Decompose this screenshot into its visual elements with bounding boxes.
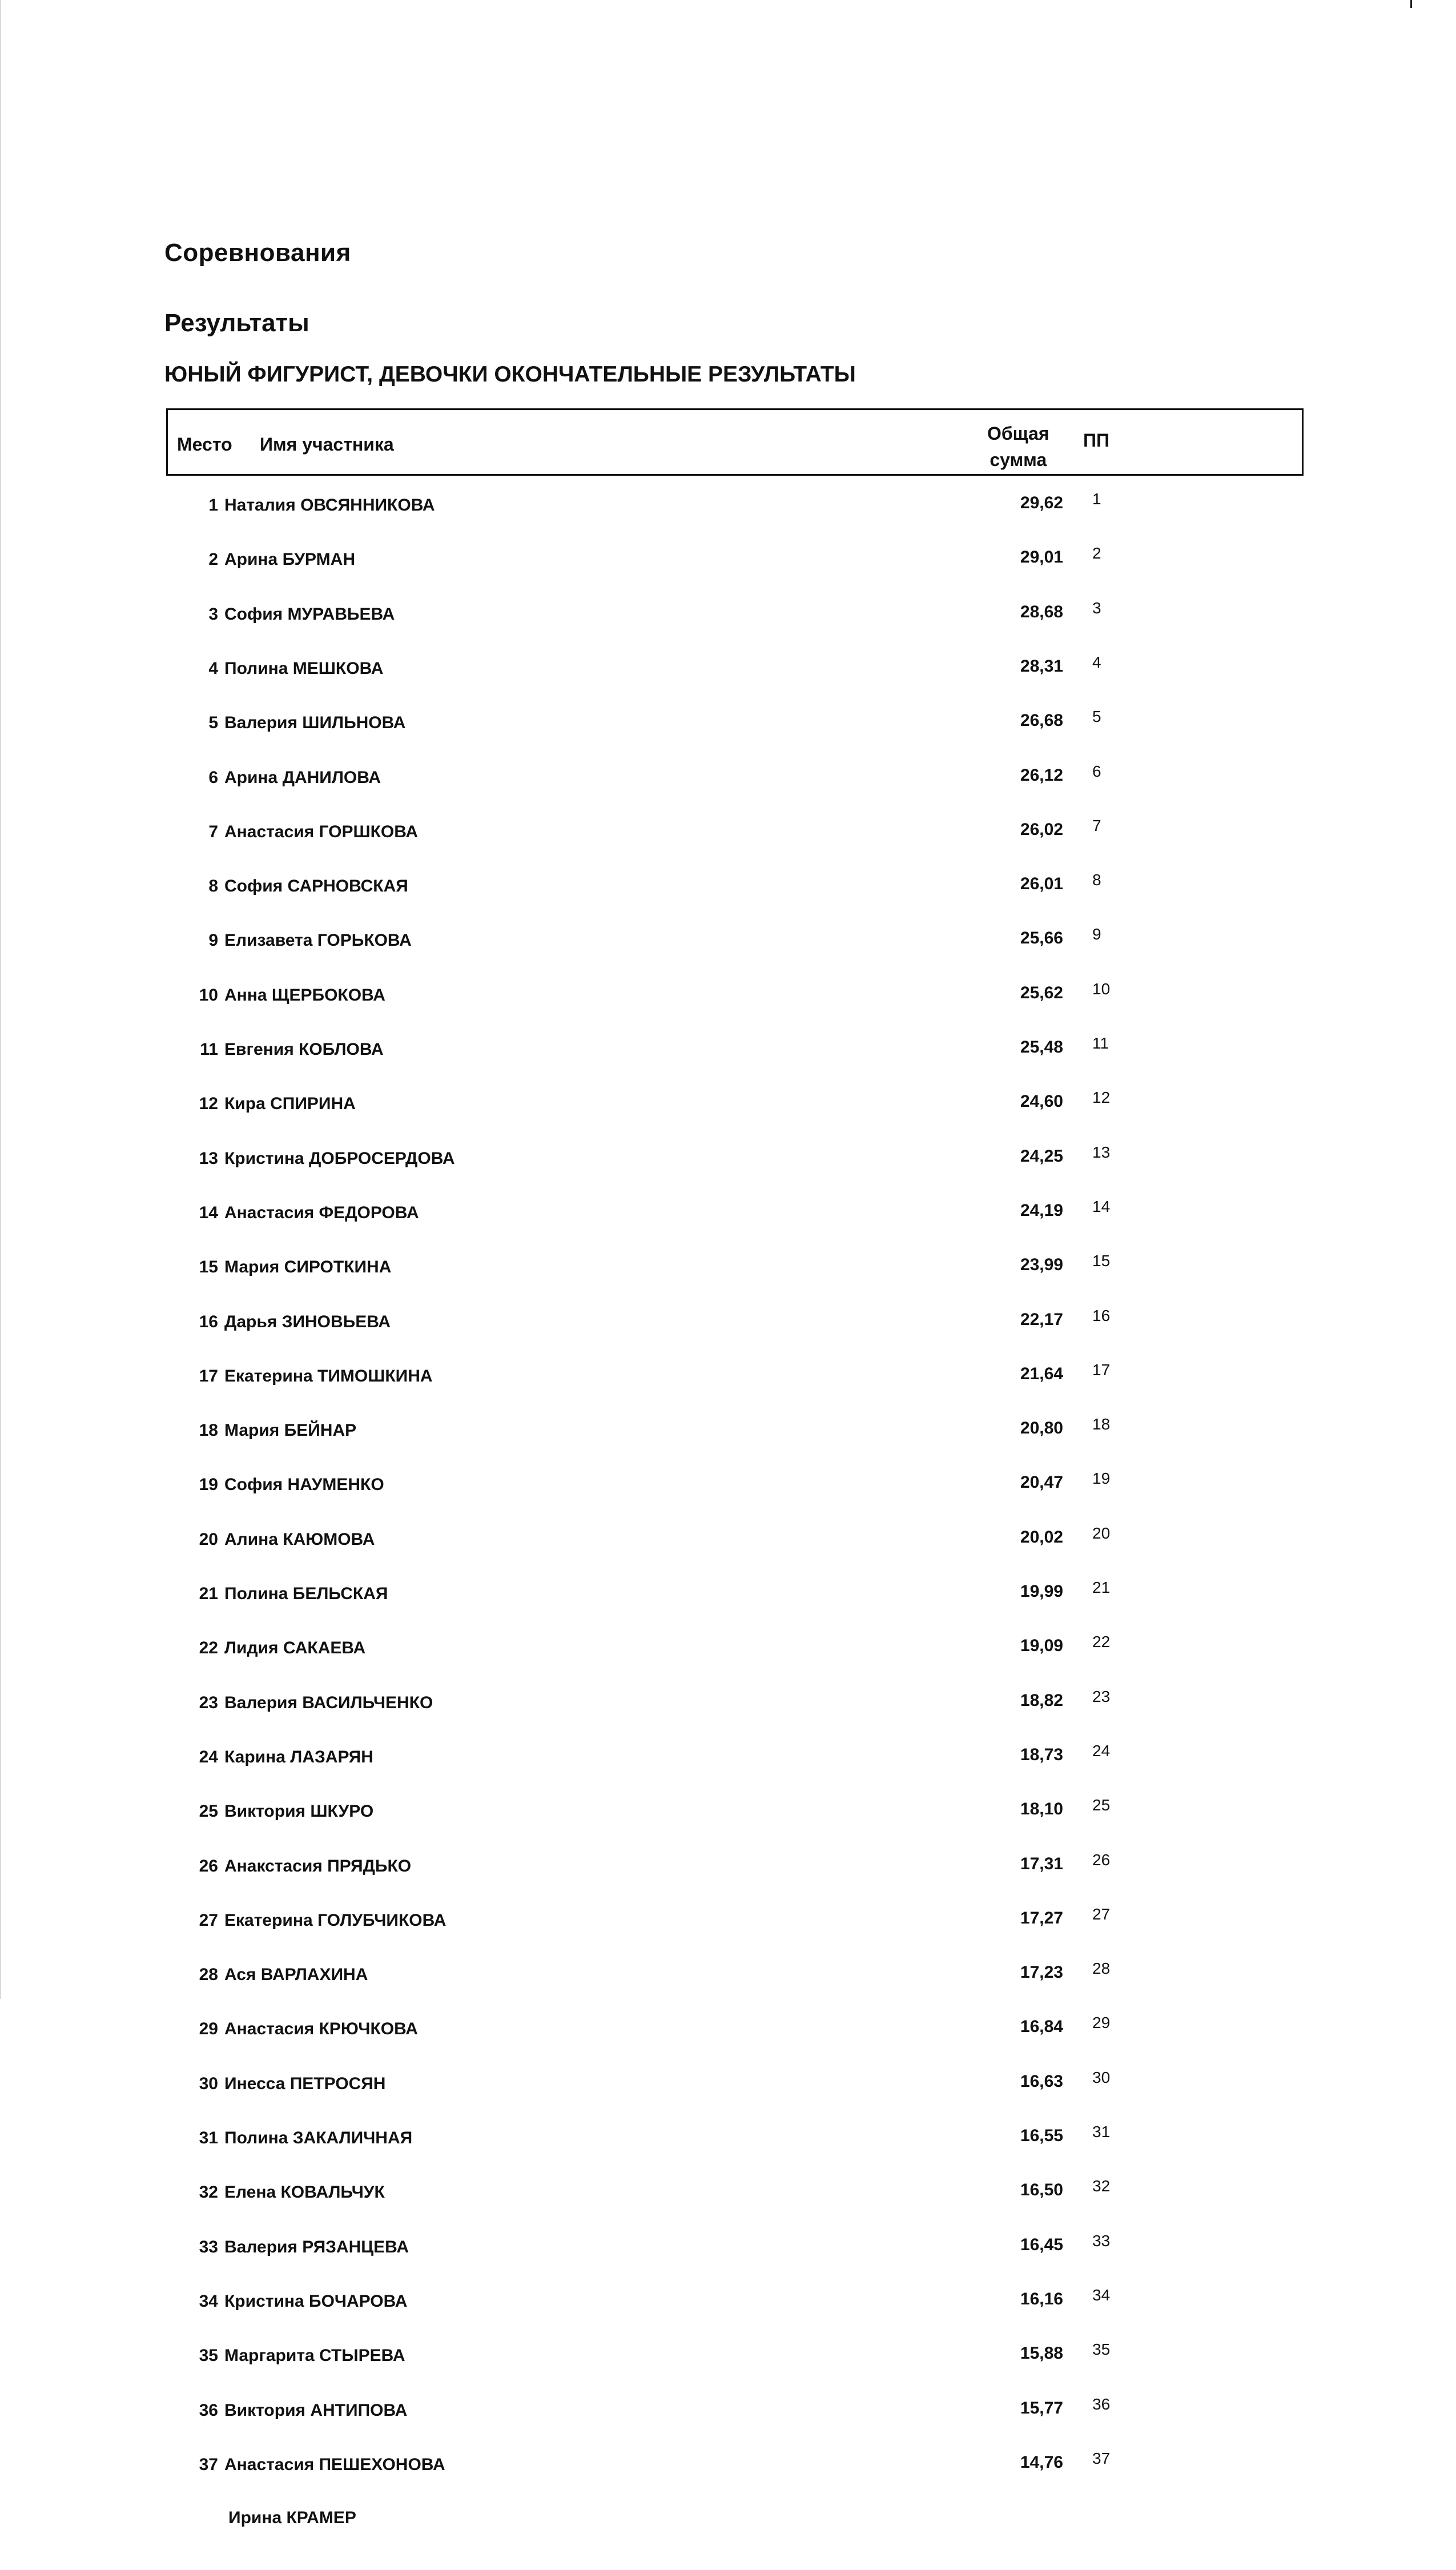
header-place: Место <box>177 434 232 455</box>
table-row <box>0 2232 1456 2272</box>
total-score: 24,19 <box>1020 1201 1063 1220</box>
place-number: 21 <box>199 1584 218 1603</box>
total-score: 29,62 <box>1020 493 1063 512</box>
pp-value: 9 <box>1092 925 1101 943</box>
total-score: 18,82 <box>1020 1691 1063 1710</box>
pp-value: 18 <box>1092 1415 1111 1433</box>
total-score: 26,02 <box>1020 820 1063 839</box>
participant-name: Лидия САКАЕВА <box>224 1639 366 1657</box>
place-number: 8 <box>208 877 218 896</box>
participant-name: Екатерина ГОЛУБЧИКОВА <box>224 1911 447 1930</box>
participant-name: Полина БЕЛЬСКАЯ <box>224 1584 388 1603</box>
participant-name: София МУРАВЬЕВА <box>224 605 395 624</box>
place-number: 26 <box>199 1857 218 1876</box>
total-score: 15,88 <box>1020 2344 1063 2363</box>
total-score: 24,25 <box>1020 1147 1063 1166</box>
place-number: 32 <box>199 2183 218 2202</box>
place-number: 24 <box>199 1748 218 1766</box>
place-number: 13 <box>199 1149 218 1168</box>
place-number: 31 <box>199 2129 218 2147</box>
total-score: 20,47 <box>1020 1473 1063 1492</box>
header-pp: ПП <box>1083 430 1109 451</box>
participant-name: Кира СПИРИНА <box>224 1094 356 1113</box>
place-number: 12 <box>199 1094 218 1113</box>
place-number: 10 <box>199 986 218 1005</box>
total-score: 15,77 <box>1020 2399 1063 2418</box>
pp-value: 6 <box>1092 762 1101 780</box>
participant-name: Мария БЕЙНАР <box>224 1421 357 1440</box>
header-total-line1: Общая <box>987 423 1049 444</box>
pp-value: 15 <box>1092 1252 1111 1270</box>
pp-value: 21 <box>1092 1579 1111 1596</box>
total-score: 19,99 <box>1020 1582 1063 1601</box>
unplaced-participant: Ирина КРАМЕР <box>228 2508 356 2527</box>
total-score: 17,27 <box>1020 1909 1063 1928</box>
table-row <box>0 1415 1456 1455</box>
total-score: 22,17 <box>1020 1310 1063 1329</box>
place-number: 28 <box>199 1965 218 1984</box>
total-score: 24,60 <box>1020 1092 1063 1111</box>
total-score: 25,66 <box>1020 929 1063 947</box>
table-row <box>0 871 1456 911</box>
participant-name: Мария СИРОТКИНА <box>224 1258 392 1276</box>
place-number: 29 <box>199 2019 218 2038</box>
pp-value: 20 <box>1092 1524 1111 1542</box>
table-row <box>0 2123 1456 2163</box>
pp-value: 30 <box>1092 2069 1111 2086</box>
place-number: 4 <box>208 659 218 678</box>
participant-name: Алина КАЮМОВА <box>224 1530 375 1549</box>
place-number: 18 <box>199 1421 218 1440</box>
participant-name: Наталия ОВСЯННИКОВА <box>224 496 435 515</box>
participant-name: София САРНОВСКАЯ <box>224 877 408 896</box>
pp-value: 32 <box>1092 2177 1111 2195</box>
place-number: 1 <box>208 496 218 515</box>
total-score: 23,99 <box>1020 1255 1063 1274</box>
participant-name: Полина ЗАКАЛИЧНАЯ <box>224 2129 413 2147</box>
pp-value: 13 <box>1092 1143 1111 1161</box>
total-score: 29,01 <box>1020 548 1063 567</box>
table-row <box>0 762 1456 802</box>
total-score: 18,73 <box>1020 1745 1063 1764</box>
table-row <box>0 1959 1456 1999</box>
table-row <box>0 1089 1456 1129</box>
table-row <box>0 980 1456 1020</box>
pp-value: 1 <box>1092 490 1101 508</box>
participant-name: Анастасия ПЕШЕХОНОВА <box>224 2455 445 2474</box>
participant-name: Анакстасия ПРЯДЬКО <box>224 1857 412 1876</box>
total-score: 28,68 <box>1020 603 1063 621</box>
total-score: 16,16 <box>1020 2290 1063 2308</box>
event-title: ЮНЫЙ ФИГУРИСТ, ДЕВОЧКИ ОКОНЧАТЕЛЬНЫЕ РЕЗУЛЬТАТЫ <box>164 362 856 387</box>
table-row <box>0 817 1456 857</box>
participant-name: Анастасия КРЮЧКОВА <box>224 2019 418 2038</box>
total-score: 18,10 <box>1020 1800 1063 1818</box>
pp-value: 2 <box>1092 544 1101 562</box>
total-score: 28,31 <box>1020 657 1063 676</box>
table-row <box>0 1469 1456 1509</box>
total-score: 17,31 <box>1020 1854 1063 1873</box>
table-row <box>0 2449 1456 2489</box>
pp-value: 4 <box>1092 653 1101 671</box>
table-row <box>0 2069 1456 2109</box>
total-score: 20,02 <box>1020 1528 1063 1547</box>
participant-name: Виктория ШКУРО <box>224 1802 374 1821</box>
table-row <box>0 1143 1456 1183</box>
pp-value: 34 <box>1092 2286 1111 2304</box>
participant-name: София НАУМЕНКО <box>224 1475 384 1494</box>
pp-value: 10 <box>1092 980 1111 998</box>
pp-value: 17 <box>1092 1361 1111 1379</box>
table-row <box>0 1905 1456 1945</box>
pp-value: 8 <box>1092 871 1101 889</box>
pp-value: 35 <box>1092 2340 1111 2358</box>
participant-name: Евгения КОБЛОВА <box>224 1040 384 1059</box>
place-number: 23 <box>199 1693 218 1712</box>
place-number: 9 <box>208 931 218 950</box>
participant-name: Елена КОВАЛЬЧУК <box>224 2183 385 2202</box>
total-score: 25,62 <box>1020 983 1063 1002</box>
place-number: 34 <box>199 2292 218 2311</box>
header-total <box>987 420 1049 473</box>
pp-value: 37 <box>1092 2449 1111 2467</box>
participant-name: Валерия ВАСИЛЬЧЕНКО <box>224 1693 433 1712</box>
participant-name: Арина БУРМАН <box>224 550 355 569</box>
place-number: 3 <box>208 605 218 624</box>
results-title: Результаты <box>164 309 309 337</box>
place-number: 30 <box>199 2074 218 2093</box>
table-row <box>0 653 1456 693</box>
table-row <box>0 1361 1456 1401</box>
place-number: 33 <box>199 2238 218 2256</box>
pp-value: 22 <box>1092 1633 1111 1651</box>
table-row <box>0 1579 1456 1619</box>
place-number: 5 <box>208 713 218 732</box>
place-number: 6 <box>208 768 218 787</box>
pp-value: 5 <box>1092 708 1101 725</box>
pp-value: 29 <box>1092 2014 1111 2031</box>
place-number: 27 <box>199 1911 218 1930</box>
participant-name: Екатерина ТИМОШКИНА <box>224 1367 433 1386</box>
total-score: 19,09 <box>1020 1636 1063 1655</box>
table-header <box>166 408 1304 476</box>
pp-value: 26 <box>1092 1851 1111 1869</box>
place-number: 2 <box>208 550 218 569</box>
table-row <box>0 2177 1456 2217</box>
participant-name: Кристина БОЧАРОВА <box>224 2292 408 2311</box>
pp-value: 24 <box>1092 1742 1111 1760</box>
scan-mark <box>1410 0 1412 8</box>
table-row <box>0 1524 1456 1564</box>
header-name: Имя участника <box>260 434 394 455</box>
place-number: 19 <box>199 1475 218 1494</box>
table-row <box>0 2014 1456 2054</box>
table-row <box>0 599 1456 639</box>
place-number: 20 <box>199 1530 218 1549</box>
table-row <box>0 2340 1456 2380</box>
place-number: 25 <box>199 1802 218 1821</box>
place-number: 36 <box>199 2401 218 2420</box>
place-number: 7 <box>208 822 218 841</box>
total-score: 26,68 <box>1020 711 1063 730</box>
pp-value: 12 <box>1092 1089 1111 1106</box>
participant-name: Анна ЩЕРБОКОВА <box>224 986 385 1005</box>
total-score: 16,63 <box>1020 2072 1063 2091</box>
total-score: 16,84 <box>1020 2017 1063 2036</box>
place-number: 11 <box>200 1040 218 1059</box>
participant-name: Ася ВАРЛАХИНА <box>224 1965 368 1984</box>
pp-value: 19 <box>1092 1469 1111 1487</box>
total-score: 16,55 <box>1020 2126 1063 2145</box>
competition-title: Соревнования <box>164 239 351 267</box>
total-score: 16,50 <box>1020 2181 1063 2199</box>
pp-value: 16 <box>1092 1307 1111 1324</box>
place-number: 17 <box>199 1367 218 1386</box>
pp-value: 28 <box>1092 1959 1111 1977</box>
table-row <box>0 1252 1456 1292</box>
participant-name: Карина ЛАЗАРЯН <box>224 1748 373 1766</box>
participant-name: Анастасия ГОРШКОВА <box>224 822 419 841</box>
participant-name: Елизавета ГОРЬКОВА <box>224 931 412 950</box>
participant-name: Анастасия ФЕДОРОВА <box>224 1203 419 1222</box>
pp-value: 33 <box>1092 2232 1111 2250</box>
pp-value: 27 <box>1092 1905 1111 1923</box>
pp-value: 3 <box>1092 599 1101 617</box>
place-number: 15 <box>199 1258 218 1276</box>
place-number: 37 <box>199 2455 218 2474</box>
total-score: 20,80 <box>1020 1419 1063 1437</box>
participant-name: Полина МЕШКОВА <box>224 659 384 678</box>
participant-name: Кристина ДОБРОСЕРДОВА <box>224 1149 455 1168</box>
table-row <box>0 544 1456 584</box>
participant-name: Дарья ЗИНОВЬЕВА <box>224 1312 391 1331</box>
place-number: 14 <box>199 1203 218 1222</box>
header-total-line2: сумма <box>990 449 1047 470</box>
place-number: 35 <box>199 2346 218 2365</box>
pp-value: 36 <box>1092 2395 1111 2413</box>
table-row <box>0 2395 1456 2435</box>
total-score: 26,12 <box>1020 766 1063 785</box>
pp-value: 25 <box>1092 1796 1111 1814</box>
table-row <box>0 1688 1456 1728</box>
table-row <box>0 1796 1456 1836</box>
total-score: 21,64 <box>1020 1364 1063 1383</box>
pp-value: 31 <box>1092 2123 1111 2141</box>
table-row <box>0 708 1456 748</box>
place-number: 22 <box>199 1639 218 1657</box>
table-row <box>0 925 1456 965</box>
table-row <box>0 490 1456 530</box>
total-score: 16,45 <box>1020 2235 1063 2254</box>
table-row <box>0 1742 1456 1782</box>
table-row <box>0 1307 1456 1347</box>
participant-name: Виктория АНТИПОВА <box>224 2401 408 2420</box>
pp-value: 7 <box>1092 817 1101 834</box>
table-row <box>0 1034 1456 1074</box>
pp-value: 14 <box>1092 1198 1111 1215</box>
table-row <box>0 1633 1456 1673</box>
total-score: 14,76 <box>1020 2453 1063 2472</box>
participant-name: Инесса ПЕТРОСЯН <box>224 2074 386 2093</box>
pp-value: 11 <box>1092 1034 1109 1052</box>
table-row <box>0 1851 1456 1891</box>
participant-name: Валерия ШИЛЬНОВА <box>224 713 406 732</box>
pp-value: 23 <box>1092 1688 1111 1705</box>
participant-name: Арина ДАНИЛОВА <box>224 768 381 787</box>
total-score: 17,23 <box>1020 1963 1063 1982</box>
total-score: 25,48 <box>1020 1038 1063 1057</box>
place-number: 16 <box>199 1312 218 1331</box>
participant-name: Валерия РЯЗАНЦЕВА <box>224 2238 409 2256</box>
total-score: 26,01 <box>1020 874 1063 893</box>
table-row <box>0 1198 1456 1238</box>
table-row <box>0 2286 1456 2326</box>
participant-name: Маргарита СТЫРЕВА <box>224 2346 405 2365</box>
